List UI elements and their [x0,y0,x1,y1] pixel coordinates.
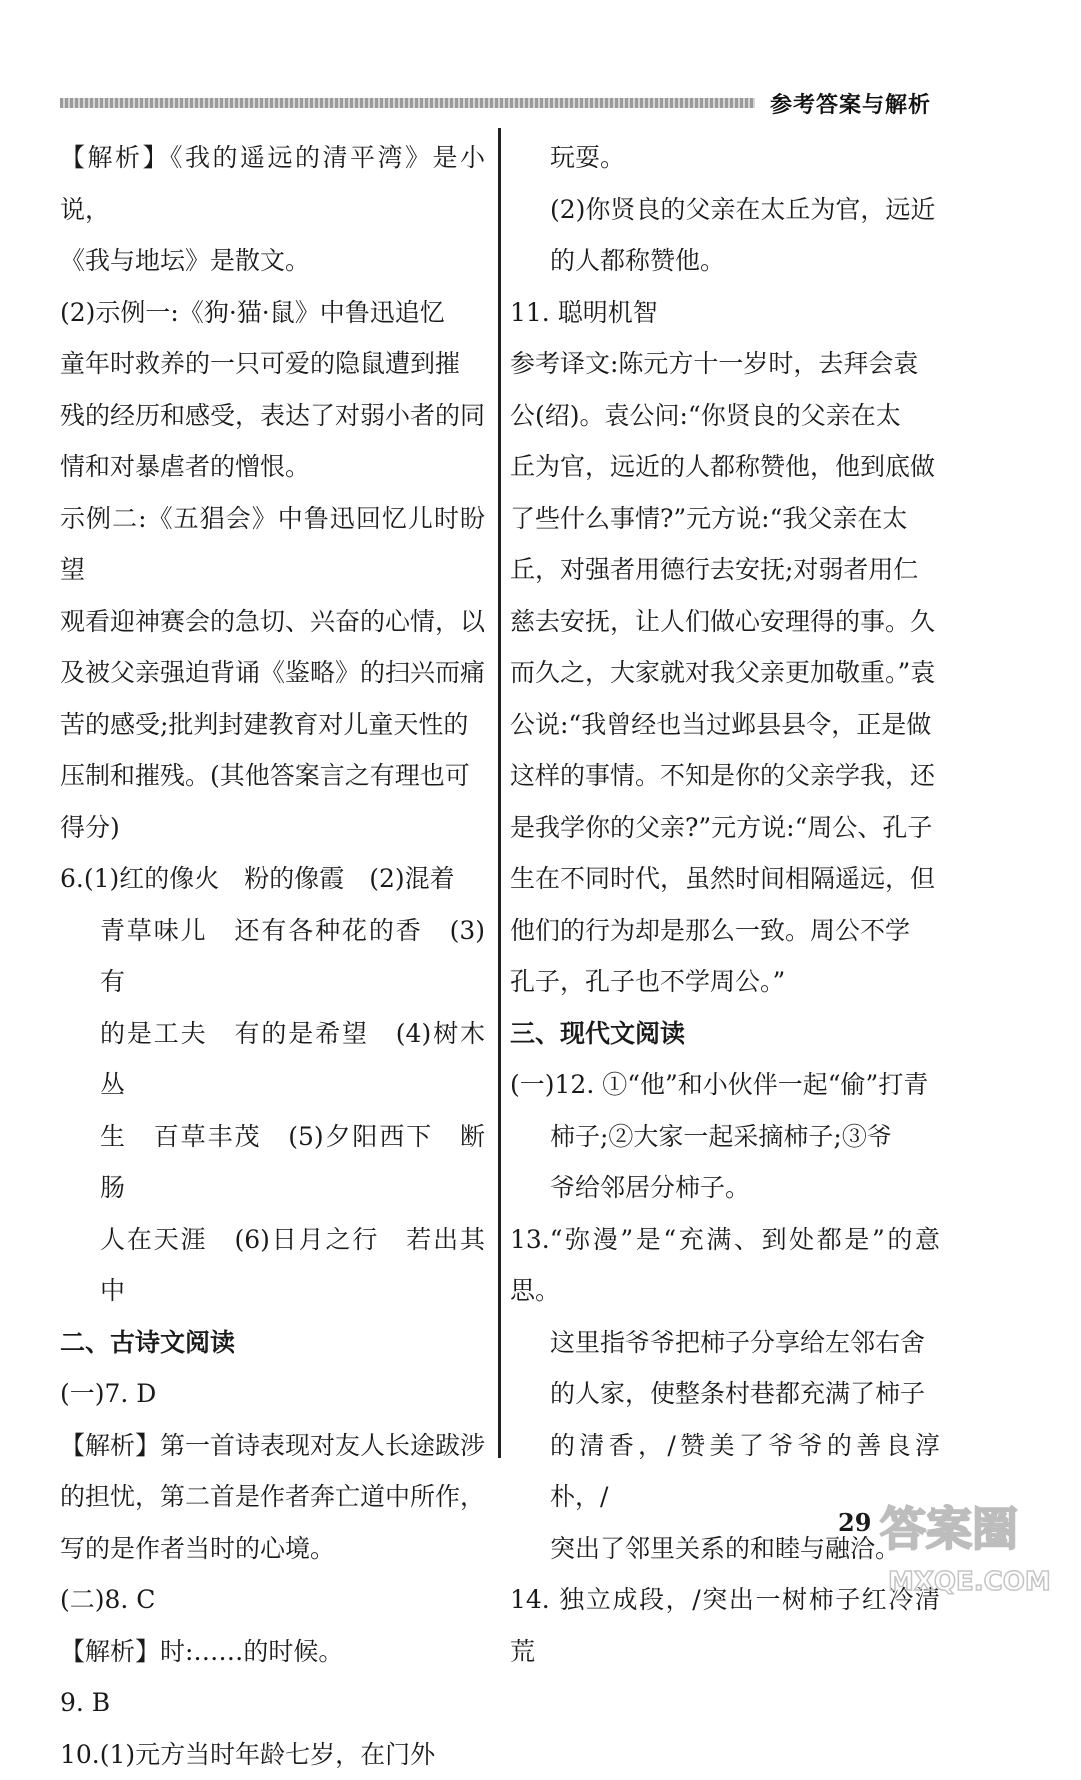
watermark-logo [860,1490,1070,1600]
column-divider [498,128,501,1458]
right-column-line: 13.“弥漫”是“充满、到处都是”的意思。 [510,1214,940,1317]
left-column-line: 6.(1)红的像火 粉的像霞 (2)混着 [60,853,485,905]
left-column-line: 【解析】时:……的时候。 [60,1626,485,1678]
watermark-text-main: 答案圈 [880,1502,1018,1556]
right-column-line: (2)你贤良的父亲在太丘为官，远近 [510,184,940,236]
left-column-line: 9. B [60,1677,485,1729]
right-column-line: 玩耍。 [510,132,940,184]
left-column-line: 的担忧，第二首是作者奔亡道中所作， [60,1471,485,1523]
left-column-line: 情和对暴虐者的憎恨。 [60,441,485,493]
left-column-line: (一)7. D [60,1368,485,1420]
left-column [60,132,485,1780]
left-column-line: (二)8. C [60,1574,485,1626]
right-column-line: 他们的行为却是那么一致。周公不学 [510,905,940,957]
right-column-line: 公(绍)。袁公问:“你贤良的父亲在太 [510,390,940,442]
header-decorative-rule [60,98,755,108]
left-column-line: 观看迎神赛会的急切、兴奋的心情，以 [60,596,485,648]
right-column-line: 这里指爷爷把柿子分享给左邻右舍 [510,1317,940,1369]
right-column-line: 爷给邻居分柿子。 [510,1162,940,1214]
header-title: 参考答案与解析 [770,88,970,119]
left-column-line: 童年时救养的一只可爱的隐鼠遭到摧 [60,338,485,390]
left-column-line: 得分) [60,802,485,854]
right-column-line: (一)12. ①“他”和小伙伴一起“偷”打青 [510,1059,940,1111]
right-column-line: 而久之，大家就对我父亲更加敬重。”袁 [510,647,940,699]
right-column-line: 参考译文:陈元方十一岁时，去拜会袁 [510,338,940,390]
left-column-line: 【解析】第一首诗表现对友人长途跋涉 [60,1420,485,1472]
right-column-line: 生在不同时代，虽然时间相隔遥远，但 [510,853,940,905]
right-column-line: 11. 聪明机智 [510,287,940,339]
left-column-line: 青草味儿 还有各种花的香 (3)有 [60,905,485,1008]
left-column-line: 苦的感受;批判封建教育对儿童天性的 [60,699,485,751]
right-column-line: 丘为官，远近的人都称赞他，他到底做 [510,441,940,493]
left-column-line: (2)示例一:《狗·猫·鼠》中鲁迅追忆 [60,287,485,339]
right-column-line: 的人家，使整条村巷都充满了柿子 [510,1368,940,1420]
page-number: 29 [838,1508,871,1537]
left-column-line: 示例二:《五猖会》中鲁迅回忆儿时盼望 [60,493,485,596]
right-column-line: 了些什么事情?”元方说:“我父亲在太 [510,493,940,545]
right-column-line: 突出了邻里关系的和睦与融洽。 [510,1523,940,1575]
right-column-line: 是我学你的父亲?”元方说:“周公、孔子 [510,802,940,854]
watermark-text-url: MXQE.COM [888,1567,1051,1597]
left-column-line: 生 百草丰茂 (5)夕阳西下 断肠 [60,1111,485,1214]
right-column-line: 的人都称赞他。 [510,235,940,287]
right-column [510,132,940,1677]
left-column-line: 人在天涯 (6)日月之行 若出其中 [60,1214,485,1317]
right-column-line: 三、现代文阅读 [510,1008,940,1060]
left-column-line: 写的是作者当时的心境。 [60,1523,485,1575]
left-column-line: 残的经历和感受，表达了对弱小者的同 [60,390,485,442]
left-column-line: 《我与地坛》是散文。 [60,235,485,287]
left-column-line: 二、古诗文阅读 [60,1317,485,1369]
left-column-line: 的是工夫 有的是希望 (4)树木丛 [60,1008,485,1111]
right-column-line: 的清香，/赞美了爷爷的善良淳朴，/ [510,1420,940,1523]
right-column-line: 孔子，孔子也不学周公。” [510,956,940,1008]
right-column-line: 柿子;②大家一起采摘柿子;③爷 [510,1111,940,1163]
right-column-line: 丘，对强者用德行去安抚;对弱者用仁 [510,544,940,596]
right-column-line: 14. 独立成段，/突出一树柿子红冷清荒 [510,1574,940,1677]
right-column-line: 公说:“我曾经也当过邺县县令，正是做 [510,699,940,751]
left-column-line: 及被父亲强迫背诵《鉴略》的扫兴而痛 [60,647,485,699]
right-column-line: 这样的事情。不知是你的父亲学我，还 [510,750,940,802]
left-column-line: 10.(1)元方当时年龄七岁，在门外 [60,1729,485,1780]
left-column-line: 压制和摧残。(其他答案言之有理也可 [60,750,485,802]
left-column-line: 【解析】《我的遥远的清平湾》是小说， [60,132,485,235]
right-column-line: 慈去安抚，让人们做心安理得的事。久 [510,596,940,648]
